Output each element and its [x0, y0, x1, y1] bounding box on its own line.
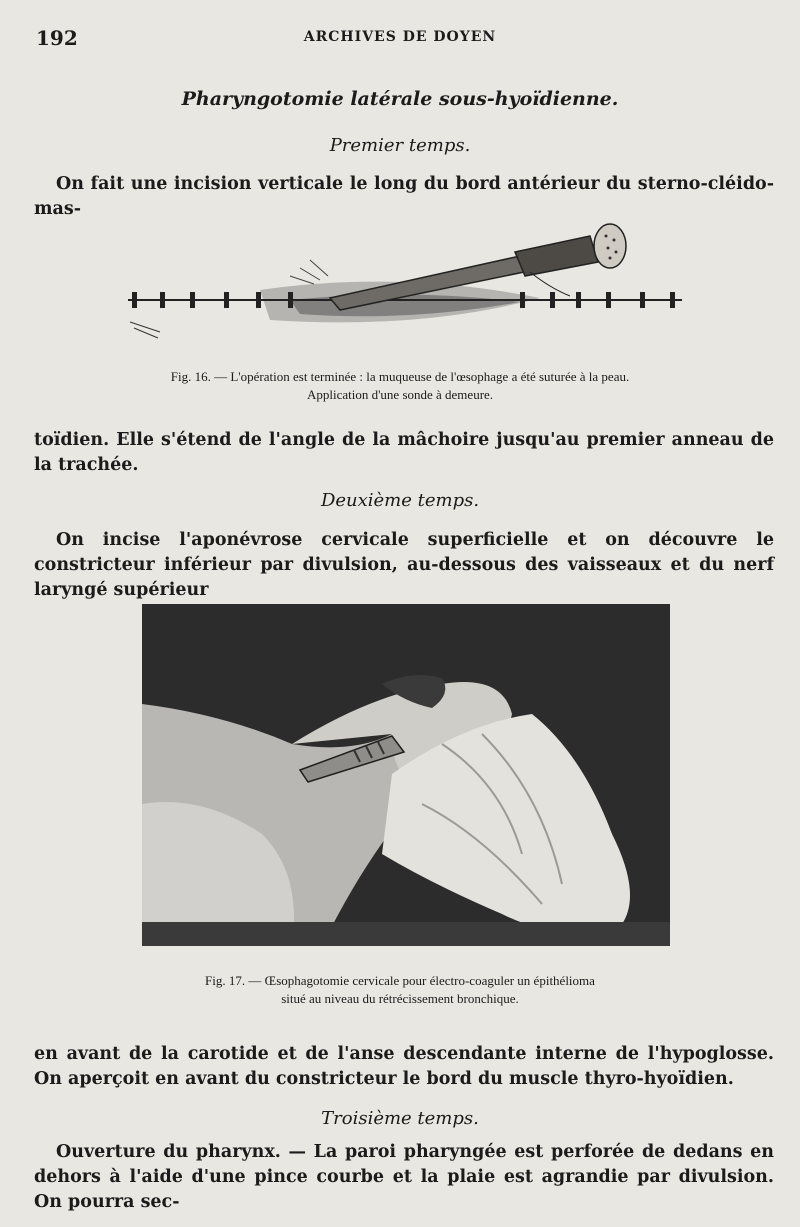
step-heading-third: Troisième temps.: [321, 1108, 479, 1129]
figure-17-photograph: [142, 604, 670, 946]
figure-16-caption-line-2: Application d'une sonde à demeure.: [306, 387, 494, 402]
section-title: Pharyngotomie latérale sous-hyoïdienne.: [181, 88, 619, 110]
paragraph-5: Ouverture du pharynx. — La paroi pharyngée est perforée de dedans en dehors à l'aide d'une pince courbe et la plaie est agrandie par divulsion. On pourra sec-: [34, 1142, 774, 1212]
paragraph-3: On incise l'aponévrose cervicale superficielle et on découvre le constricteur inférieur par divulsion, au-dessous des vaisseaux et du nerf laryngé supérieur: [34, 530, 774, 600]
figure-16-caption-line-1: Fig. 16. — L'opération est terminée : la muqueuse de l'œsophage a été suturée à la peau.: [170, 369, 630, 384]
paragraph-1: On fait une incision verticale le long du bord antérieur du sterno-cléido-mas-: [34, 174, 774, 219]
paragraph-2: toïdien. Elle s'étend de l'angle de la mâchoire jusqu'au premier anneau de la trachée.: [34, 430, 774, 475]
figure-16-caption: [60, 368, 740, 404]
figure-17-caption-line-1: Fig. 17. — Œsophagotomie cervicale pour électro-coaguler un épithélioma: [205, 973, 595, 988]
figure-17-caption-line-2: situé au niveau du rétrécissement bronchique.: [281, 991, 519, 1006]
figure-17-caption: [60, 972, 740, 1008]
step-heading-first: Premier temps.: [329, 135, 471, 156]
page-number: 192: [36, 26, 78, 50]
figure-16-illustration: [120, 210, 690, 360]
step-heading-second: Deuxième temps.: [320, 490, 480, 511]
running-title: ARCHIVES DE DOYEN: [303, 29, 497, 45]
paragraph-4: en avant de la carotide et de l'anse descendante interne de l'hypoglosse. On aperçoit en avant du constricteur le bord du muscle thyro-hyoïdien.: [34, 1044, 774, 1089]
